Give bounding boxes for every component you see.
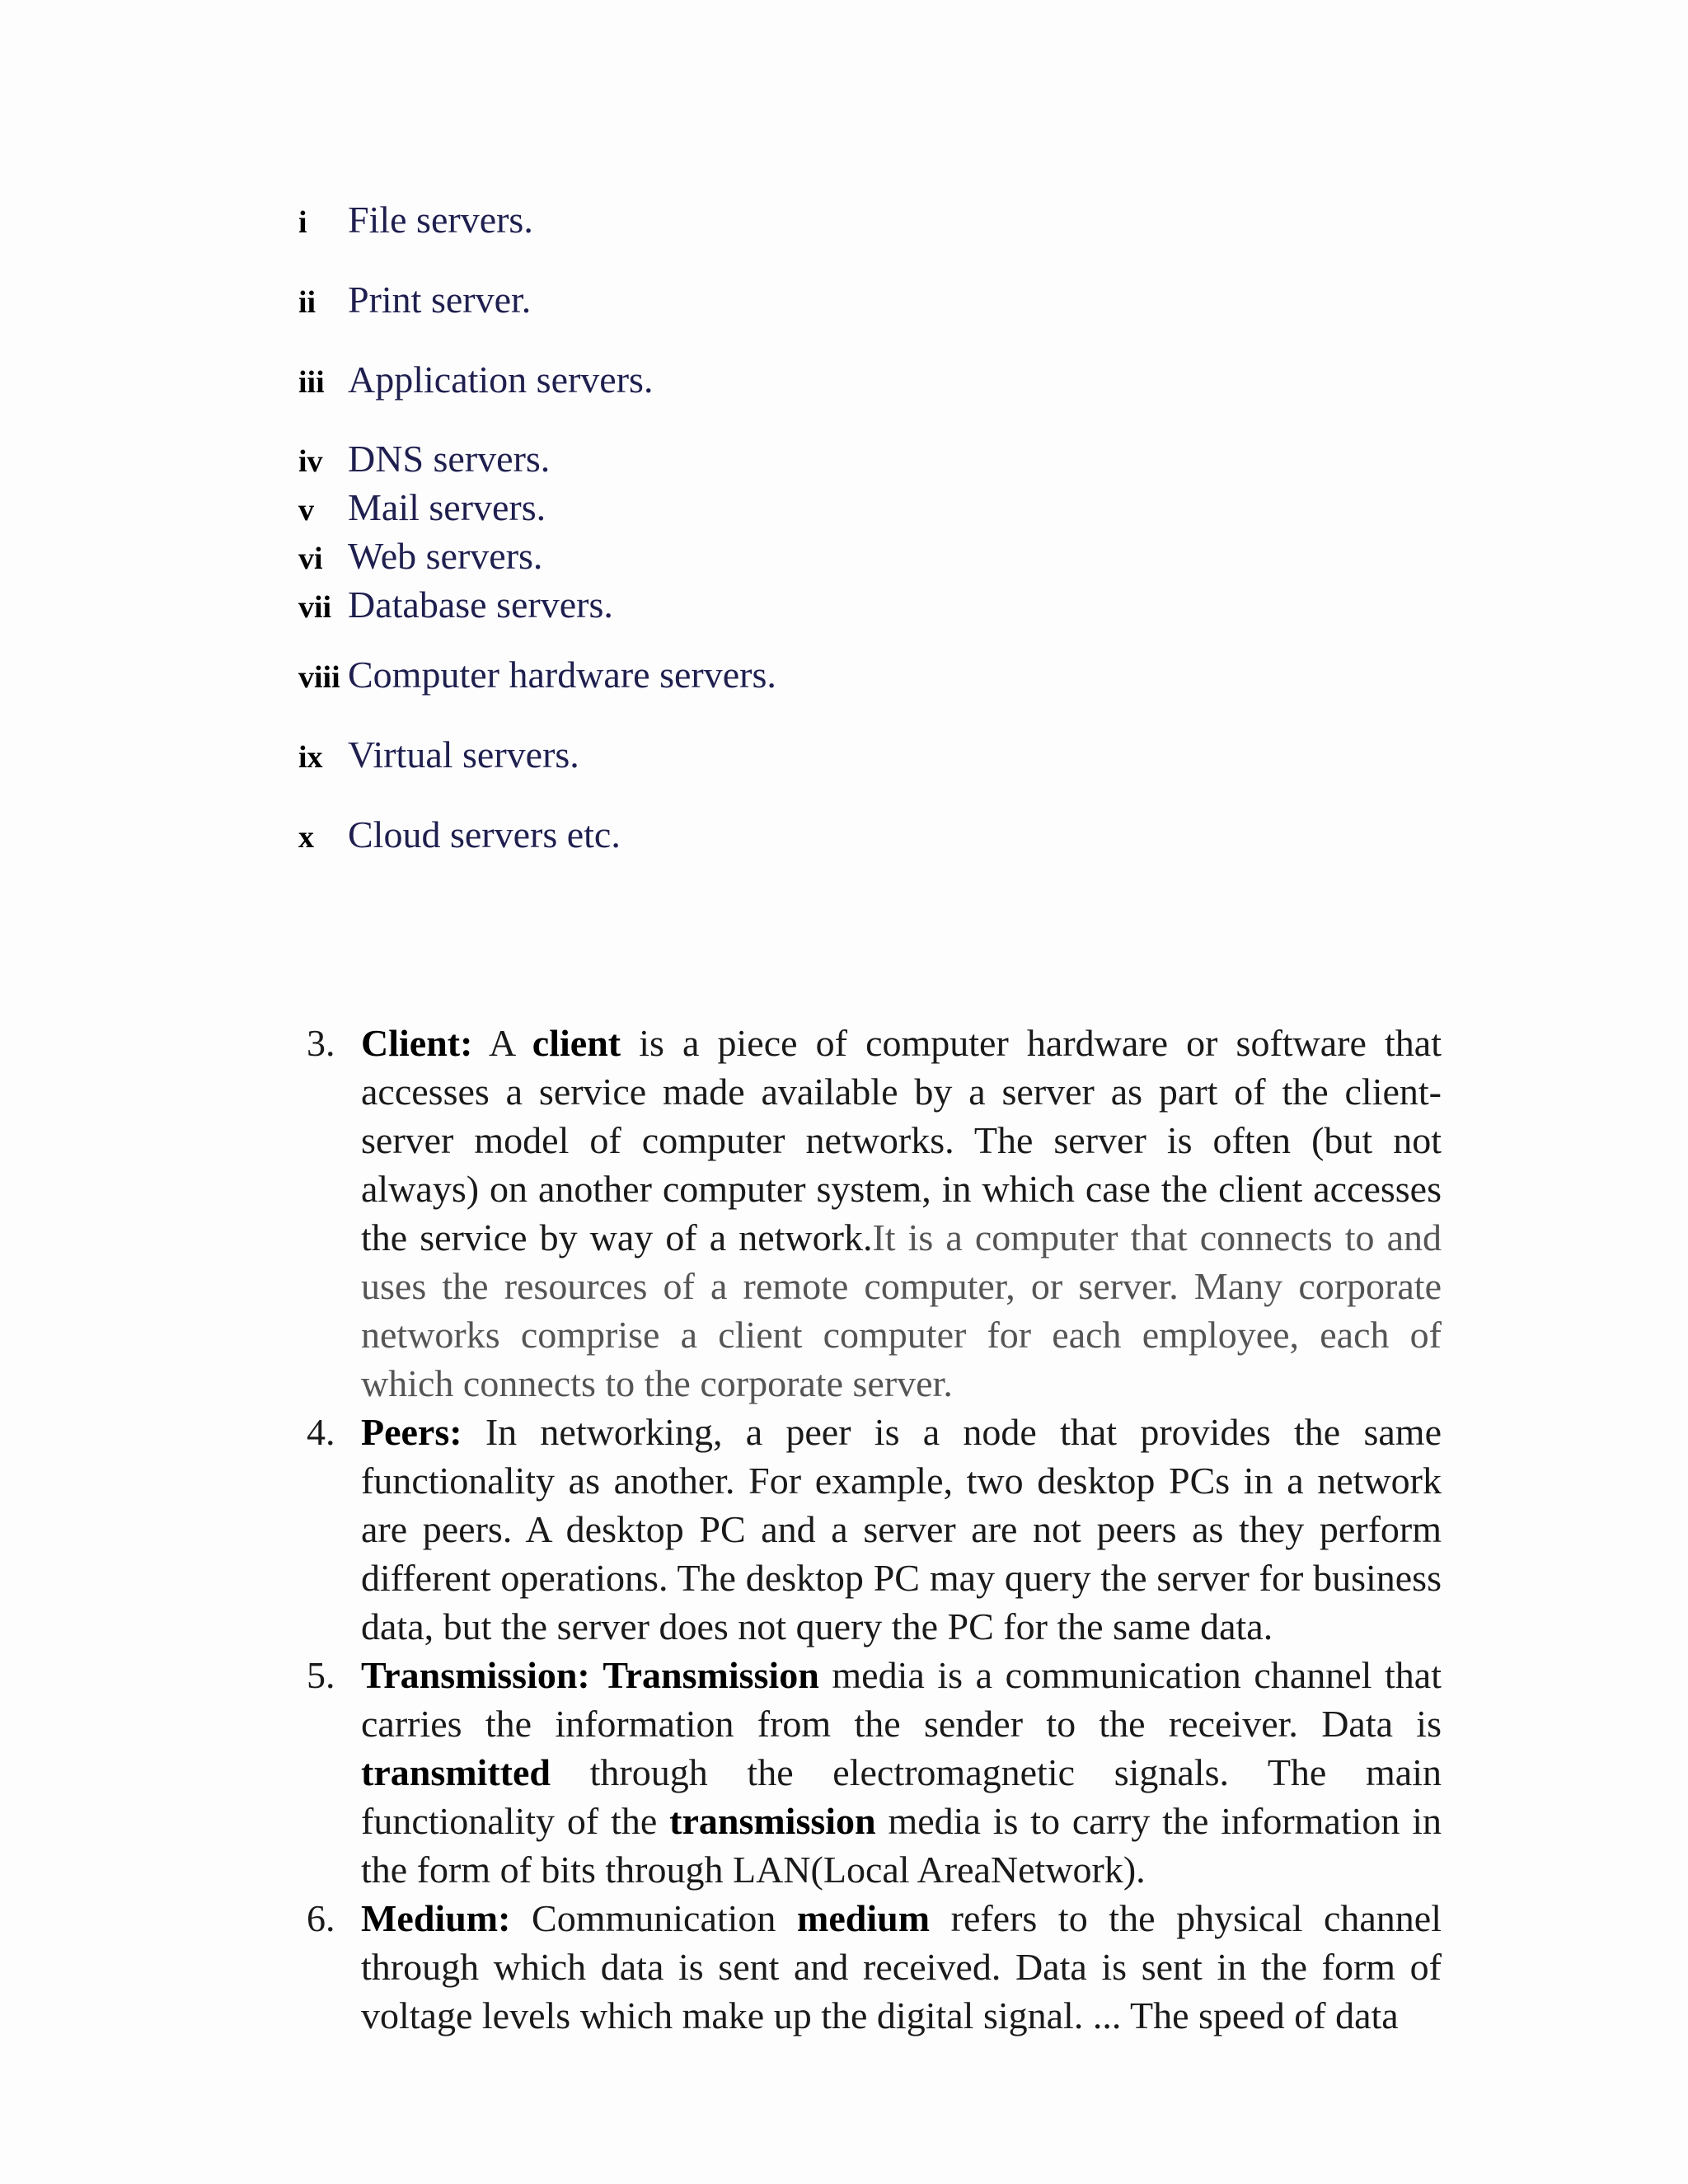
list-item [298, 583, 613, 632]
list-marker: vii [298, 590, 332, 625]
list-item [298, 534, 542, 583]
list-marker: viii [298, 660, 340, 695]
list-item [298, 485, 546, 535]
list-item-text: Application servers. [348, 359, 654, 401]
list-marker: x [298, 820, 314, 855]
definition-term: Medium: [361, 1897, 511, 1939]
definition-text: media is to carry the information in the form of bits through LAN(Local AreaNetwork). [361, 1800, 1442, 1891]
definition-text: In networking, a peer is a node that provides the same functionality as another. For example, two desktop PCs in a network are peers. A desktop PC and a server are not peers as they perform different operations. The desktop PC may query the server for business data, but the server does not query the PC for the same data. [361, 1411, 1442, 1647]
list-marker: ix [298, 740, 323, 775]
list-item-text: Computer hardware servers. [348, 654, 776, 696]
definition-number: 5. [307, 1654, 335, 1696]
definition-term: Peers: [361, 1411, 462, 1453]
list-marker: i [298, 205, 307, 240]
list-item-text: File servers. [348, 199, 533, 241]
definition-text: A [489, 1022, 514, 1064]
definition-body [361, 1019, 1442, 1408]
definition-term: Client: [361, 1022, 473, 1064]
list-marker: vi [298, 541, 323, 576]
list-item-text: Mail servers. [348, 486, 546, 528]
list-marker: v [298, 493, 314, 527]
list-item [298, 813, 621, 862]
definition-keyword: transmission [669, 1800, 876, 1842]
list-item-text: Print server. [348, 279, 532, 321]
definition-number: 6. [307, 1897, 335, 1939]
definition-text: through the electromagnetic signals. The main functionality of the [361, 1751, 1442, 1842]
list-item [298, 278, 531, 327]
definition-number: 4. [307, 1411, 335, 1453]
list-item [298, 653, 776, 702]
list-item-text: Virtual servers. [348, 733, 579, 776]
definition-text: It is a computer that connects to and uses the resources of a remote computer, or server. Many corporate networks comprise a client computer for each employee, each of which connects to the corporate server. [361, 1216, 1442, 1404]
definition-text: refers to the physical channel through which data is sent and received. Data is sent in the form of voltage levels which make up the digital signal. ... The speed of data [361, 1897, 1442, 2036]
definition-body [361, 1894, 1442, 2040]
list-item-text: DNS servers. [348, 438, 551, 480]
list-item-text: Cloud servers etc. [348, 813, 621, 855]
definition-keyword: client [532, 1022, 621, 1064]
definition-keyword: transmitted [361, 1751, 551, 1793]
list-item [298, 358, 653, 407]
list-item [298, 733, 579, 782]
definition-term: Transmission: [361, 1654, 590, 1696]
definition-body [361, 1408, 1442, 1651]
definition-keyword: medium [797, 1897, 931, 1939]
list-marker: iii [298, 365, 325, 400]
definition-number: 3. [307, 1022, 335, 1064]
definition-text: is a piece of computer hardware or software that accesses a service made available by a server as part of the client-server model of computer networks. The server is often (but not always) on another computer system, in which case the client accesses the service by way of a network. [361, 1022, 1442, 1258]
definition-text: Communication [532, 1897, 776, 1939]
list-item [298, 437, 550, 486]
list-item [298, 198, 533, 247]
list-marker: ii [298, 285, 316, 320]
definition-body [361, 1651, 1442, 1894]
list-marker: iv [298, 444, 323, 479]
list-item-text: Database servers. [348, 583, 613, 626]
definition-keyword: Transmission [603, 1654, 819, 1696]
list-item-text: Web servers. [348, 535, 543, 577]
definition-text: media is a communication channel that carries the information from the sender to the receiver. Data is [361, 1654, 1442, 1745]
